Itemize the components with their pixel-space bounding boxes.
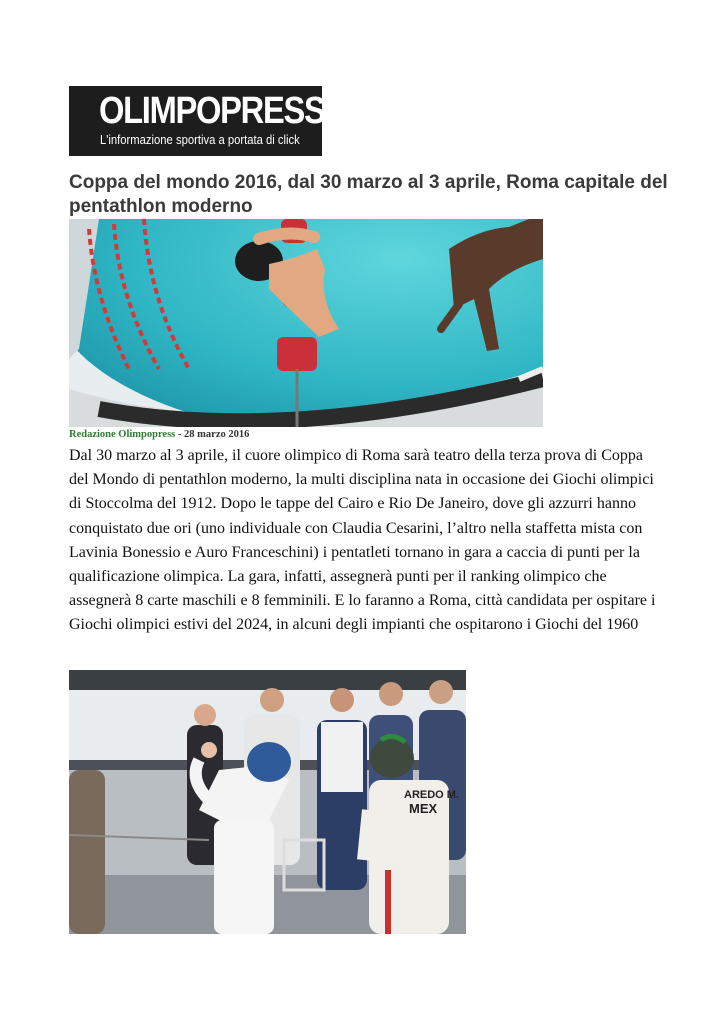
author-link[interactable]: Redazione Olimpopress (69, 429, 176, 440)
article-date: 28 marzo 2016 (184, 429, 250, 440)
logo-tagline: L'informazione sportiva a portata di click (100, 133, 300, 147)
fencer-country-label: MEX (409, 801, 438, 816)
article-body: Dal 30 marzo al 3 aprile, il cuore olimpico di Roma sarà teatro della terza prova di Coppa del Mondo di pentathlon moderno, la multi disciplina nata in occasione dei Giochi olimpici di Stoccolma del 1912. Dopo le tappe del Cairo e Rio De Janeiro, dove gli azzurri hanno conquistato due ori (uno individuale con Claudia Cesarini, l’altro nella staffetta mista con Lavinia Bonessio e Auro Franceschini) i pentatleti tornano in gara a caccia di punti per la qualificazione olimpica. La gara, infatti, assegnerà punti per il ranking olimpico che assegnerà 8 carte maschili e 8 femminili. E lo faranno a Roma, città candidata per ospitare i Giochi olimpici estivi del 2024, in alcuni degli impianti che ospitarono i Giochi del 1960 (69, 447, 656, 634)
logo-name: OLIMPOPRESS (99, 90, 325, 132)
fencer-name-label: AREDO M. (404, 789, 459, 801)
swimming-pool-image (69, 219, 543, 427)
olimpopress-logo[interactable] (69, 86, 325, 156)
article-byline (69, 428, 249, 441)
swimming-pool-photo (69, 219, 543, 427)
article-title: Coppa del mondo 2016, dal 30 marzo al 3 aprile, Roma capitale del pentathlon moderno (69, 172, 668, 217)
fencing-photo (69, 670, 466, 934)
fencing-image (69, 670, 466, 934)
byline-separator: - (175, 429, 185, 440)
